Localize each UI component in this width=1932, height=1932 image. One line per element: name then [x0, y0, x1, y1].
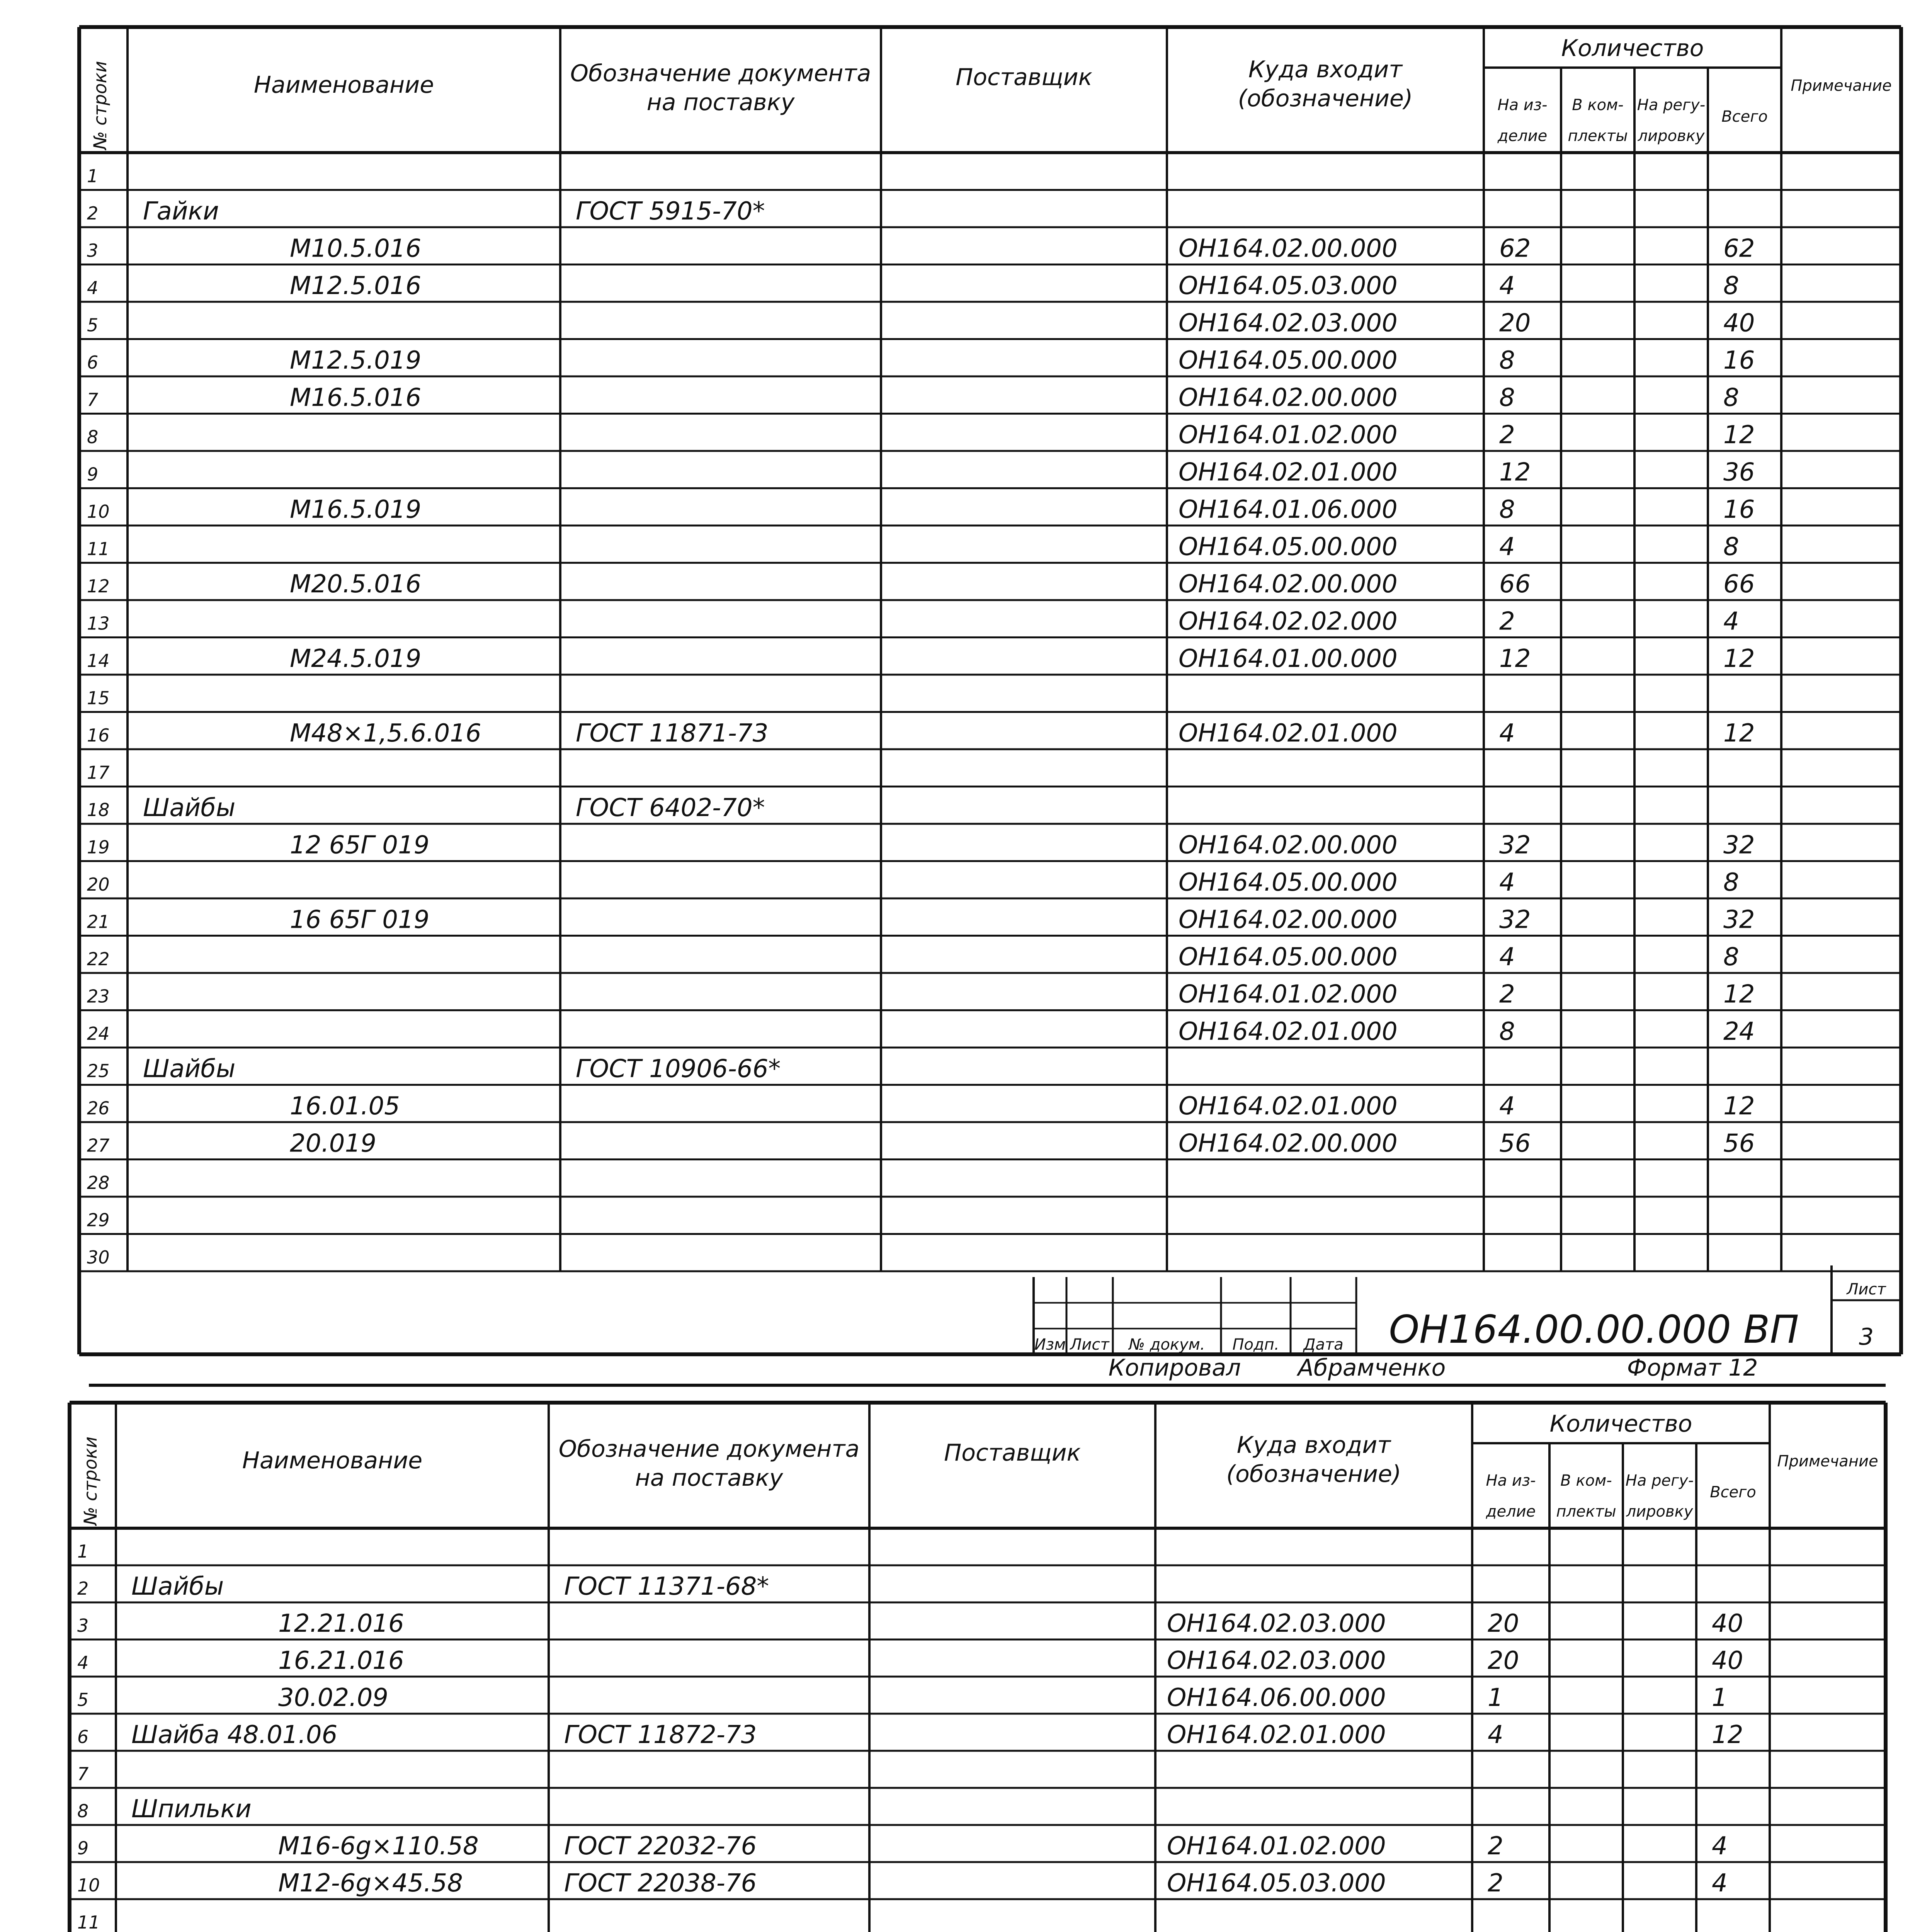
row-qty-item: 2 [1499, 421, 1515, 449]
header-where-1: Куда входит [1236, 1432, 1391, 1459]
row-number: 2 [87, 203, 99, 224]
header-doc-1: Обозначение документа [558, 1435, 860, 1463]
row-qty-total: 32 [1723, 905, 1755, 934]
header-q3b: лировку [1638, 127, 1705, 145]
tb-col-label: Дата [1303, 1336, 1344, 1354]
row-qty-total: 12 [1723, 645, 1755, 673]
row-name: 16.21.016 [278, 1646, 404, 1675]
row-number: 8 [77, 1801, 89, 1821]
row-qty-item: 20 [1488, 1646, 1519, 1675]
row-where: ОН164.01.06.000 [1179, 495, 1398, 524]
row-where: ОН164.05.00.000 [1179, 346, 1398, 375]
row-where: ОН164.02.03.000 [1179, 309, 1398, 338]
row-where: ОН164.02.01.000 [1179, 458, 1398, 487]
row-qty-item: 12 [1499, 645, 1531, 673]
header-q1a: На из- [1497, 96, 1548, 114]
row-qty-item: 2 [1499, 980, 1515, 1009]
row-name: Шайбы [143, 1054, 236, 1083]
row-name: М12.5.019 [290, 346, 422, 375]
row-qty-total: 12 [1723, 980, 1755, 1009]
row-doc: ГОСТ 22038-76 [564, 1869, 757, 1898]
row-name: 30.02.09 [278, 1684, 388, 1712]
row-number: 1 [87, 165, 99, 187]
footer-copied: Копировал [1108, 1354, 1241, 1381]
header-q1b: делие [1486, 1503, 1536, 1520]
row-qty-total: 40 [1723, 309, 1755, 338]
sheet-label: Лист [1847, 1281, 1886, 1298]
header-supplier: Поставщик [944, 1439, 1081, 1466]
header-q1b: делие [1497, 127, 1548, 145]
row-qty-total: 8 [1723, 868, 1739, 897]
row-name: М16.5.016 [290, 383, 422, 412]
row-where: ОН164.01.02.000 [1179, 980, 1398, 1009]
header-quantity: Количество [1561, 35, 1704, 62]
row-number: 5 [77, 1689, 89, 1710]
row-qty-total: 8 [1723, 383, 1739, 412]
row-doc: ГОСТ 5915-70* [576, 197, 765, 226]
row-name: 16.01.05 [290, 1092, 400, 1121]
header-q3b: лировку [1626, 1503, 1693, 1520]
row-number: 14 [87, 650, 110, 671]
header-name: Наименование [242, 1447, 423, 1474]
row-doc: ГОСТ 6402-70* [576, 794, 765, 822]
sheet-number: 3 [1859, 1323, 1874, 1350]
row-number: 20 [87, 874, 110, 895]
header-q4: Всего [1710, 1483, 1756, 1501]
row-where: ОН164.05.00.000 [1179, 943, 1398, 971]
row-number: 2 [77, 1578, 89, 1599]
row-name: М20.5.016 [290, 570, 422, 599]
row-qty-item: 20 [1499, 309, 1531, 338]
row-number: 11 [77, 1912, 100, 1932]
row-number: 17 [87, 762, 110, 783]
row-qty-item: 8 [1499, 383, 1515, 412]
row-qty-item: 4 [1488, 1721, 1503, 1749]
row-qty-total: 12 [1723, 421, 1755, 449]
footer-format: Формат 12 [1627, 1354, 1758, 1381]
row-name: М16.5.019 [290, 495, 422, 524]
row-qty-item: 66 [1499, 570, 1531, 599]
footer-copier: Абрамченко [1298, 1354, 1446, 1381]
row-where: ОН164.02.00.000 [1179, 570, 1398, 599]
row-qty-item: 1 [1488, 1684, 1503, 1712]
tb-col-label: Изм [1034, 1336, 1066, 1354]
header-q2a: В ком- [1560, 1472, 1612, 1490]
row-where: ОН164.05.03.000 [1179, 272, 1398, 300]
row-where: ОН164.05.03.000 [1167, 1869, 1386, 1898]
row-name: Шайба 48.01.06 [131, 1721, 338, 1749]
tb-col-label: Подп. [1232, 1336, 1279, 1354]
row-qty-item: 62 [1499, 234, 1531, 263]
row-where: ОН164.02.03.000 [1167, 1646, 1386, 1675]
header-where-2: (обозначение) [1238, 85, 1413, 112]
row-qty-item: 2 [1488, 1832, 1503, 1861]
row-number: 23 [87, 986, 110, 1007]
row-qty-total: 56 [1723, 1129, 1755, 1158]
row-qty-total: 8 [1723, 532, 1739, 561]
row-number: 6 [77, 1726, 89, 1747]
row-qty-item: 4 [1499, 532, 1515, 561]
row-where: ОН164.02.00.000 [1179, 383, 1398, 412]
row-name: Шпильки [131, 1795, 252, 1823]
row-qty-total: 16 [1723, 346, 1755, 375]
row-number: 13 [87, 613, 110, 634]
row-qty-total: 12 [1712, 1721, 1743, 1749]
row-name: 20.019 [290, 1129, 376, 1158]
row-name: М16-6g×110.58 [278, 1832, 479, 1861]
row-qty-total: 16 [1723, 495, 1755, 524]
row-where: ОН164.02.01.000 [1179, 719, 1398, 748]
row-qty-total: 66 [1723, 570, 1755, 599]
row-where: ОН164.05.00.000 [1179, 532, 1398, 561]
row-qty-item: 2 [1499, 607, 1515, 636]
row-name: 16 65Г 019 [290, 905, 430, 934]
row-qty-total: 8 [1723, 943, 1739, 971]
row-where: ОН164.02.00.000 [1179, 1129, 1398, 1158]
row-qty-item: 8 [1499, 1017, 1515, 1046]
header-rownum: № строки [90, 61, 111, 150]
row-number: 15 [87, 687, 110, 709]
row-where: ОН164.02.01.000 [1167, 1721, 1386, 1749]
header-rownum: № строки [80, 1436, 101, 1526]
row-qty-total: 4 [1723, 607, 1739, 636]
row-number: 8 [87, 427, 99, 447]
row-number: 22 [87, 949, 110, 969]
row-qty-item: 56 [1499, 1129, 1531, 1158]
row-qty-total: 8 [1723, 272, 1739, 300]
row-qty-item: 2 [1488, 1869, 1503, 1898]
row-where: ОН164.02.01.000 [1179, 1092, 1398, 1121]
row-qty-total: 1 [1712, 1684, 1728, 1712]
row-number: 16 [87, 725, 110, 746]
row-number: 25 [87, 1060, 110, 1082]
header-q2a: В ком- [1572, 96, 1624, 114]
header-supplier: Поставщик [956, 64, 1092, 91]
row-number: 7 [77, 1764, 89, 1784]
row-number: 9 [77, 1838, 89, 1859]
header-note: Примечание [1777, 1452, 1878, 1470]
row-qty-total: 40 [1712, 1609, 1743, 1638]
row-name: М24.5.019 [290, 645, 422, 673]
row-number: 9 [87, 464, 99, 485]
header-q4: Всего [1721, 108, 1768, 126]
row-qty-total: 4 [1712, 1832, 1728, 1861]
row-number: 21 [87, 911, 110, 932]
row-number: 26 [87, 1098, 110, 1119]
row-name: Шайбы [131, 1572, 224, 1601]
header-doc-2: на поставку [635, 1464, 783, 1492]
row-name: Шайбы [143, 794, 236, 822]
header-name: Наименование [253, 71, 434, 99]
row-number: 4 [87, 277, 99, 298]
row-where: ОН164.02.03.000 [1167, 1609, 1386, 1638]
row-number: 10 [77, 1875, 100, 1896]
sheet-4 [0, 1391, 1932, 1932]
row-where: ОН164.02.00.000 [1179, 831, 1398, 860]
row-number: 28 [87, 1172, 110, 1193]
row-number: 1 [77, 1541, 89, 1562]
row-where: ОН164.02.00.000 [1179, 905, 1398, 934]
header-where-1: Куда входит [1248, 56, 1403, 83]
row-qty-total: 62 [1723, 234, 1755, 263]
row-where: ОН164.02.00.000 [1179, 234, 1398, 263]
row-qty-total: 40 [1712, 1646, 1743, 1675]
row-number: 7 [87, 389, 99, 410]
row-number: 24 [87, 1023, 110, 1044]
row-name: М10.5.016 [290, 234, 422, 263]
header-q2b: плекты [1556, 1503, 1616, 1520]
row-qty-total: 12 [1723, 719, 1755, 748]
row-qty-item: 20 [1488, 1609, 1519, 1638]
row-qty-item: 8 [1499, 495, 1515, 524]
row-where: ОН164.05.00.000 [1179, 868, 1398, 897]
row-qty-total: 12 [1723, 1092, 1755, 1121]
row-number: 3 [87, 240, 99, 261]
header-q1a: На из- [1486, 1472, 1536, 1490]
tb-col-label: № докум. [1129, 1336, 1205, 1354]
row-name: Гайки [143, 197, 219, 226]
header-doc-2: на поставку [646, 89, 795, 116]
row-number: 27 [87, 1135, 110, 1156]
row-number: 29 [87, 1209, 110, 1231]
header-q3a: На регу- [1625, 1472, 1694, 1490]
row-name: М12.5.016 [290, 272, 422, 300]
row-number: 30 [87, 1247, 110, 1268]
row-where: ОН164.02.02.000 [1179, 607, 1398, 636]
row-qty-item: 4 [1499, 868, 1515, 897]
row-where: ОН164.01.02.000 [1167, 1832, 1386, 1861]
header-q2b: плекты [1568, 127, 1628, 145]
row-number: 12 [87, 576, 110, 597]
row-qty-item: 8 [1499, 346, 1515, 375]
row-name: 12 65Г 019 [290, 831, 430, 860]
row-where: ОН164.06.00.000 [1167, 1684, 1386, 1712]
spec-table-sheet-4 [0, 1391, 1932, 1932]
row-number: 6 [87, 352, 99, 373]
row-doc: ГОСТ 22032-76 [564, 1832, 757, 1861]
row-name: 12.21.016 [278, 1609, 404, 1638]
row-number: 4 [77, 1652, 89, 1673]
row-qty-item: 32 [1499, 831, 1531, 860]
tb-col-label: Лист [1070, 1336, 1109, 1354]
row-qty-item: 4 [1499, 272, 1515, 300]
designation: ОН164.00.00.000 ВП [1389, 1307, 1799, 1352]
header-q3a: На регу- [1637, 96, 1706, 114]
row-where: ОН164.01.02.000 [1179, 421, 1398, 449]
row-where: ОН164.01.00.000 [1179, 645, 1398, 673]
row-qty-total: 4 [1712, 1869, 1728, 1898]
row-where: ОН164.02.01.000 [1179, 1017, 1398, 1046]
header-doc-1: Обозначение документа [570, 60, 871, 87]
row-number: 5 [87, 315, 99, 336]
row-qty-item: 4 [1499, 719, 1515, 748]
row-qty-item: 32 [1499, 905, 1531, 934]
row-qty-total: 36 [1723, 458, 1755, 487]
row-qty-item: 12 [1499, 458, 1531, 487]
header-quantity: Количество [1549, 1410, 1692, 1437]
row-qty-item: 4 [1499, 943, 1515, 971]
row-number: 18 [87, 799, 110, 820]
row-doc: ГОСТ 11871-73 [576, 719, 769, 748]
row-number: 10 [87, 501, 110, 522]
row-qty-total: 24 [1723, 1017, 1755, 1046]
row-doc: ГОСТ 11371-68* [564, 1572, 769, 1601]
row-number: 11 [87, 538, 110, 560]
header-where-2: (обозначение) [1226, 1461, 1401, 1488]
row-qty-item: 4 [1499, 1092, 1515, 1121]
row-name: М12-6g×45.58 [278, 1869, 463, 1898]
row-doc: ГОСТ 11872-73 [564, 1721, 757, 1749]
row-name: М48×1,5.6.016 [290, 719, 481, 748]
row-number: 19 [87, 837, 110, 858]
header-note: Примечание [1791, 77, 1892, 95]
row-doc: ГОСТ 10906-66* [576, 1054, 781, 1083]
row-qty-total: 32 [1723, 831, 1755, 860]
row-number: 3 [77, 1615, 89, 1636]
